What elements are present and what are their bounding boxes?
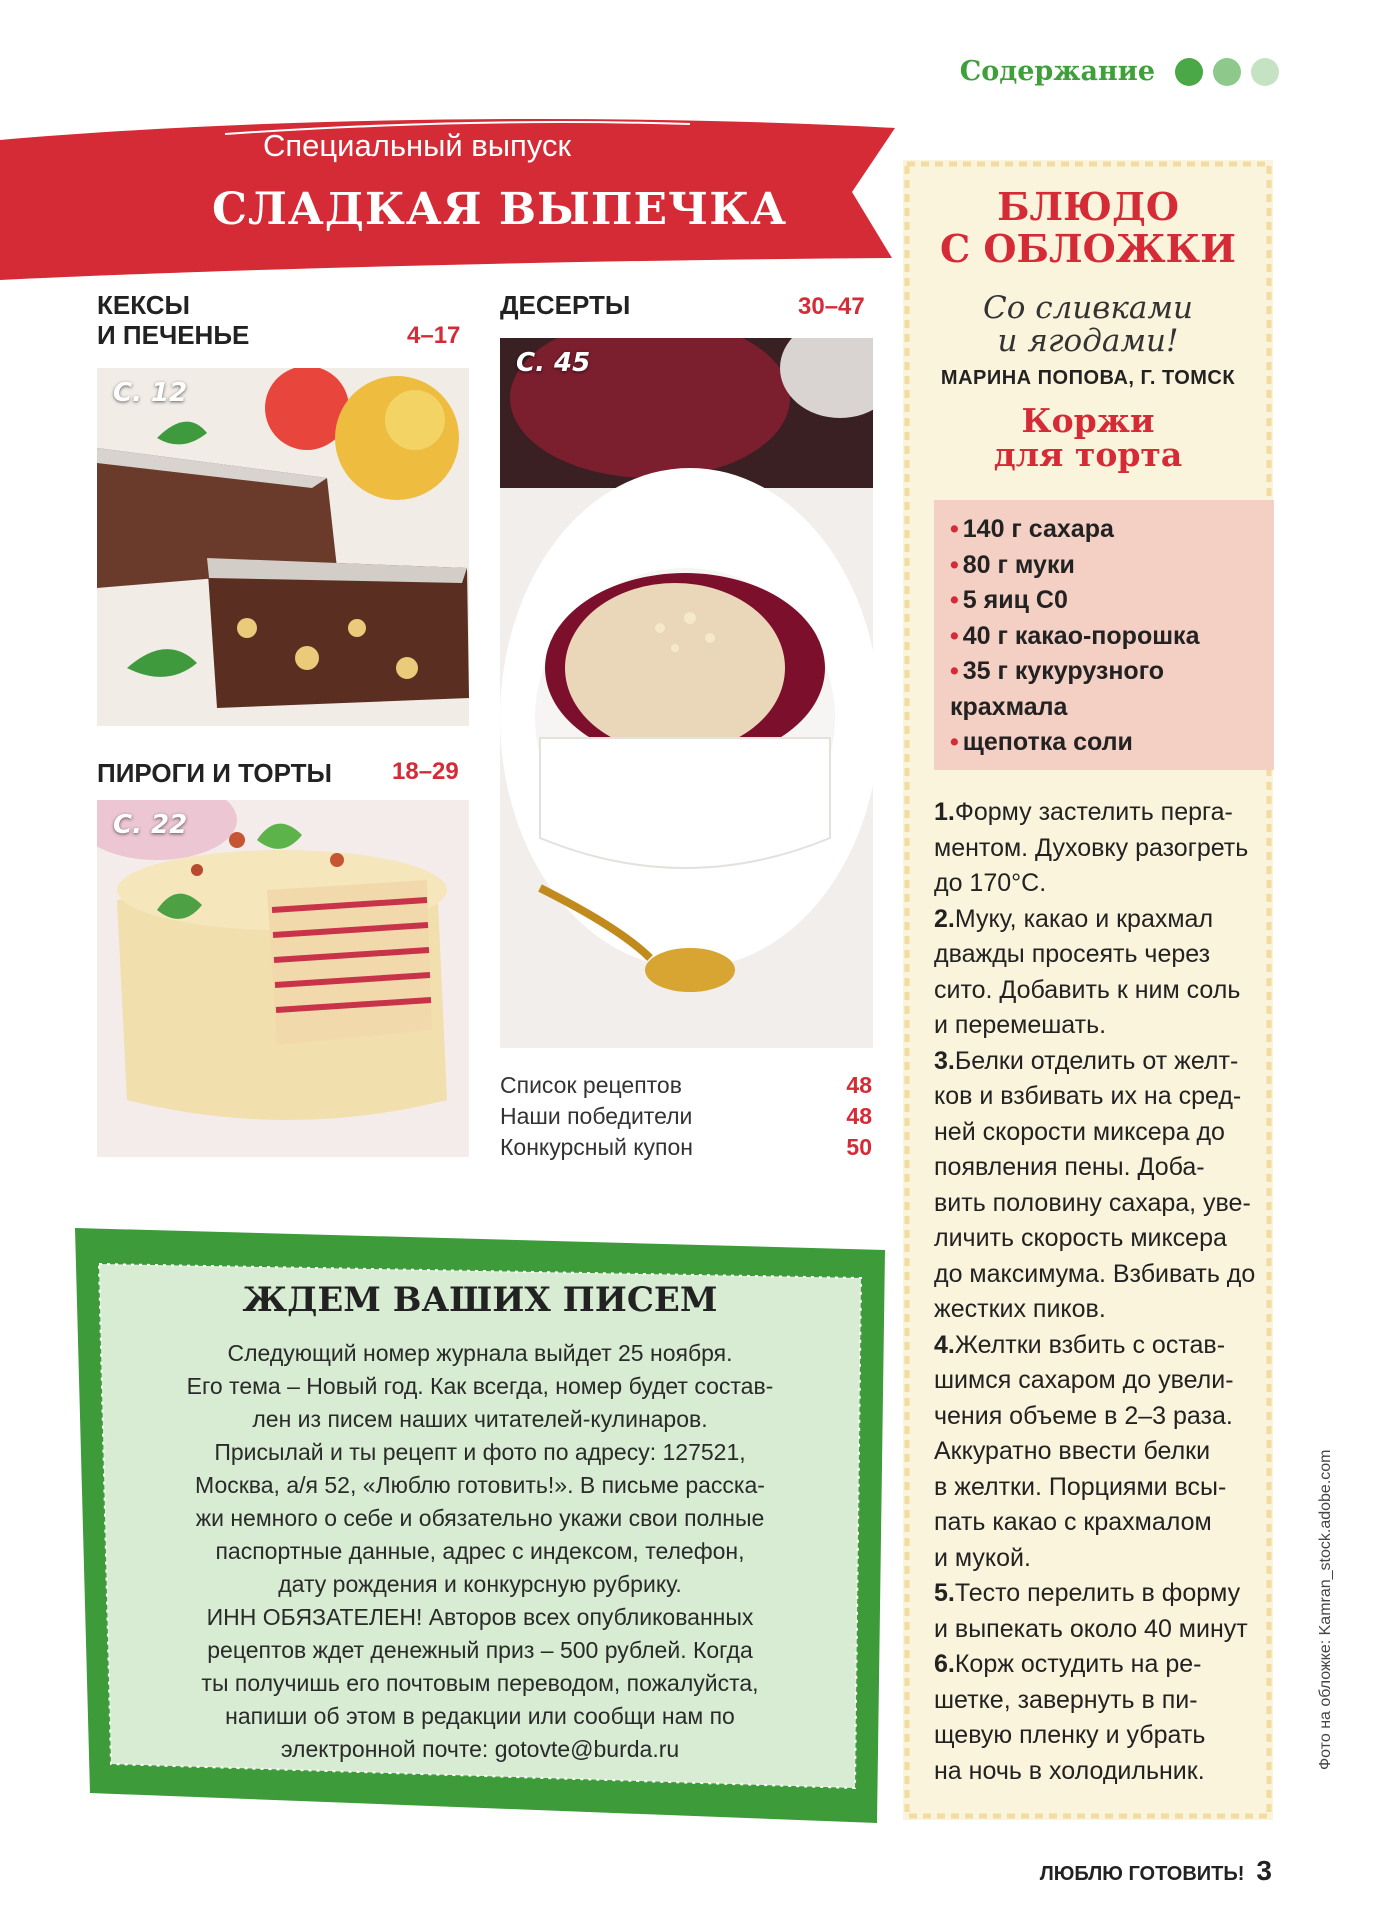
step-number: 1.	[934, 798, 955, 826]
step-text: Муку, какао и крахмал дважды просеять через сито. Добавить к ним соль и перемешать.	[934, 904, 1241, 1039]
letters-line: рецептов ждет денежный приз – 500 рублей. Когда	[207, 1637, 753, 1663]
cover-dish-author: МАРИНА ПОПОВА, Г. ТОМСК	[940, 367, 1236, 389]
recipe-step	[934, 1647, 1279, 1789]
step-number: 5.	[934, 1579, 955, 1607]
ingredient-item	[950, 548, 1258, 584]
recipe-step	[934, 1576, 1279, 1647]
photo-page-label: С. 12	[113, 378, 188, 408]
bullet-icon: •	[950, 515, 959, 543]
dessert-illustration	[500, 338, 873, 1048]
page-number: 3	[1256, 1855, 1272, 1886]
toc-header	[960, 56, 1279, 87]
section-pages-pies[interactable]: 18–29	[392, 758, 459, 785]
bullet-icon: •	[950, 586, 959, 614]
ingredient-text: 5 яиц С0	[962, 586, 1068, 614]
photo-page-label: С. 45	[516, 348, 591, 378]
step-text: Тесто перелить в форму и выпекать около 40 минут	[934, 1579, 1248, 1643]
photo-page-label: С. 22	[113, 810, 188, 840]
bullet-icon: •	[950, 728, 959, 756]
section-title-cakes: КЕКСЫ И ПЕЧЕНЬЕ	[97, 290, 250, 350]
letters-line: ты получишь его почтовым переводом, пожалуйста,	[201, 1670, 759, 1696]
bullet-icon: •	[950, 550, 959, 579]
list-item-label: Список рецептов	[500, 1072, 682, 1098]
letters-line: паспортные данные, адрес с индексом, телефон,	[215, 1538, 745, 1564]
letters-title: ЖДЕМ ВАШИХ ПИСЕМ	[242, 1280, 718, 1320]
step-text: Белки отделить от желт- ков и взбивать их на сред- ней скорости миксера до появления пены. Доба- вить половину сахара, уве- личить скорость миксера до максимума. Взбивать до жестких пиков.	[934, 1046, 1256, 1323]
banner-subtitle: Специальный выпуск	[263, 128, 572, 163]
list-item-page: 50	[846, 1134, 872, 1160]
section-pages-desserts[interactable]: 30–47	[798, 293, 865, 320]
photo-credit: Фото на обложке: Kamran_stock.adobe.com	[1317, 1449, 1334, 1770]
letters-line: лен из писем наших читателей-кулинаров.	[252, 1406, 708, 1432]
section-title-desserts: ДЕСЕРТЫ	[500, 290, 631, 320]
ingredient-item	[950, 583, 1258, 619]
dot-1	[1175, 58, 1203, 86]
recipe-step	[934, 902, 1279, 1044]
ingredient-item	[950, 654, 1258, 725]
recipe-step	[934, 1044, 1279, 1328]
letters-line: Присылай и ты рецепт и фото по адресу: 127521,	[214, 1439, 746, 1465]
letters-line: Москва, а/я 52, «Люблю готовить!». В письме расска-	[195, 1472, 765, 1498]
magazine-name: ЛЮБЛЮ ГОТОВИТЬ!	[1039, 1863, 1245, 1885]
step-number: 6.	[934, 1650, 955, 1678]
letters-line: Его тема – Новый год. Как всегда, номер будет состав-	[186, 1373, 774, 1399]
ingredient-text: 40 г какао-порошка	[962, 621, 1200, 650]
list-item-coupon[interactable]	[500, 1134, 872, 1161]
recipe-step	[934, 795, 1279, 902]
list-item-page: 48	[846, 1072, 872, 1098]
photo-layer-cake[interactable]	[97, 800, 469, 1157]
ingredient-item	[950, 619, 1258, 655]
letters-body	[130, 1337, 830, 1766]
step-number: 3.	[934, 1046, 955, 1075]
banner-title: СЛАДКАЯ ВЫПЕЧКА	[212, 184, 788, 235]
recipe-step	[934, 1328, 1279, 1577]
cake-illustration	[97, 368, 469, 726]
letters-line: напиши об этом в редакции или сообщи нам по	[225, 1703, 735, 1729]
list-item-recipes[interactable]	[500, 1072, 872, 1099]
letters-line: Следующий номер журнала выйдет 25 ноября.	[227, 1340, 733, 1366]
page-footer	[1040, 1855, 1272, 1887]
step-text: Форму застелить перга- ментом. Духовку разогреть до 170°С.	[934, 798, 1249, 897]
list-item-label: Наши победители	[500, 1103, 693, 1129]
letters-line: ИНН ОБЯЗАТЕЛЕН! Авторов всех опубликованных	[206, 1604, 754, 1630]
list-item-page: 48	[846, 1103, 872, 1129]
letters-email-line[interactable]: электронной почте: gotovte@burda.ru	[280, 1736, 680, 1762]
ingredient-text: щепотка соли	[962, 728, 1133, 756]
dot-3	[1251, 58, 1279, 86]
cover-dish-title: БЛЮДО С ОБЛОЖКИ	[939, 184, 1237, 271]
ingredient-text: 140 г сахара	[962, 515, 1114, 543]
ingredient-text: 80 г муки	[962, 550, 1075, 579]
step-text: Желтки взбить с остав- шимся сахаром до увели- чения объеме в 2–3 раза. Аккуратно ввести белки в желтки. Порциями всы- пать какао с крахмалом и мукой.	[934, 1330, 1234, 1572]
ingredients-list	[934, 500, 1274, 770]
list-item-label: Конкурсный купон	[500, 1134, 693, 1160]
section-pages-cakes[interactable]: 4–17	[407, 322, 461, 349]
letters-line: дату рождения и конкурсную рубрику.	[278, 1571, 682, 1597]
ingredient-text: 35 г кукурузного крахмала	[950, 657, 1165, 721]
step-number: 4.	[934, 1330, 955, 1359]
dot-2	[1213, 58, 1241, 86]
photo-chocolate-cake[interactable]	[97, 368, 469, 726]
section-title-pies: ПИРОГИ И ТОРТЫ	[97, 758, 332, 788]
letters-line: жи немного о себе и обязательно укажи свои полные	[195, 1505, 765, 1531]
recipe-steps	[934, 795, 1279, 1789]
list-item-winners[interactable]	[500, 1103, 872, 1130]
bullet-icon: •	[950, 657, 959, 685]
bullet-icon: •	[950, 621, 959, 650]
cover-dish-subtitle: Со сливками и ягодами!	[982, 290, 1193, 359]
photo-dessert[interactable]	[500, 338, 873, 1048]
recipe-title: Коржи для торта	[993, 401, 1183, 474]
section-label: Содержание	[959, 56, 1155, 87]
step-text: Корж остудить на ре- шетке, завернуть в пи- щевую пленку и убрать на ночь в холодильник.	[934, 1650, 1206, 1785]
ingredient-item	[950, 725, 1258, 761]
step-number: 2.	[934, 904, 955, 933]
layer-cake-illustration	[97, 800, 469, 1157]
ingredient-item	[950, 512, 1258, 548]
